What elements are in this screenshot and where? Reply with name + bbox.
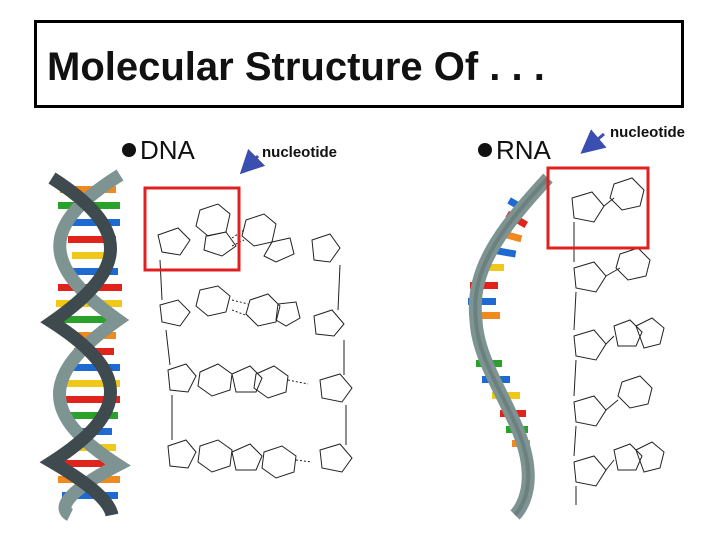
rna-nucleotide-label: nucleotide — [610, 124, 686, 141]
rna-chemical-structure — [572, 178, 664, 505]
dna-nucleotide-label: nucleotide — [262, 144, 338, 161]
dna-chemical-structure — [158, 204, 352, 478]
rna-strand — [468, 178, 548, 515]
dna-label: DNA — [140, 135, 195, 165]
rna-nucleotide-arrow — [585, 134, 604, 150]
slide-title: Molecular Structure Of . . . — [47, 45, 545, 89]
dna-double-helix — [52, 175, 122, 515]
rna-backbone — [475, 178, 548, 515]
dna-nucleotide-arrow — [244, 156, 258, 170]
dna-nucleotide-highlight — [145, 188, 239, 270]
rna-label: RNA — [496, 135, 551, 165]
